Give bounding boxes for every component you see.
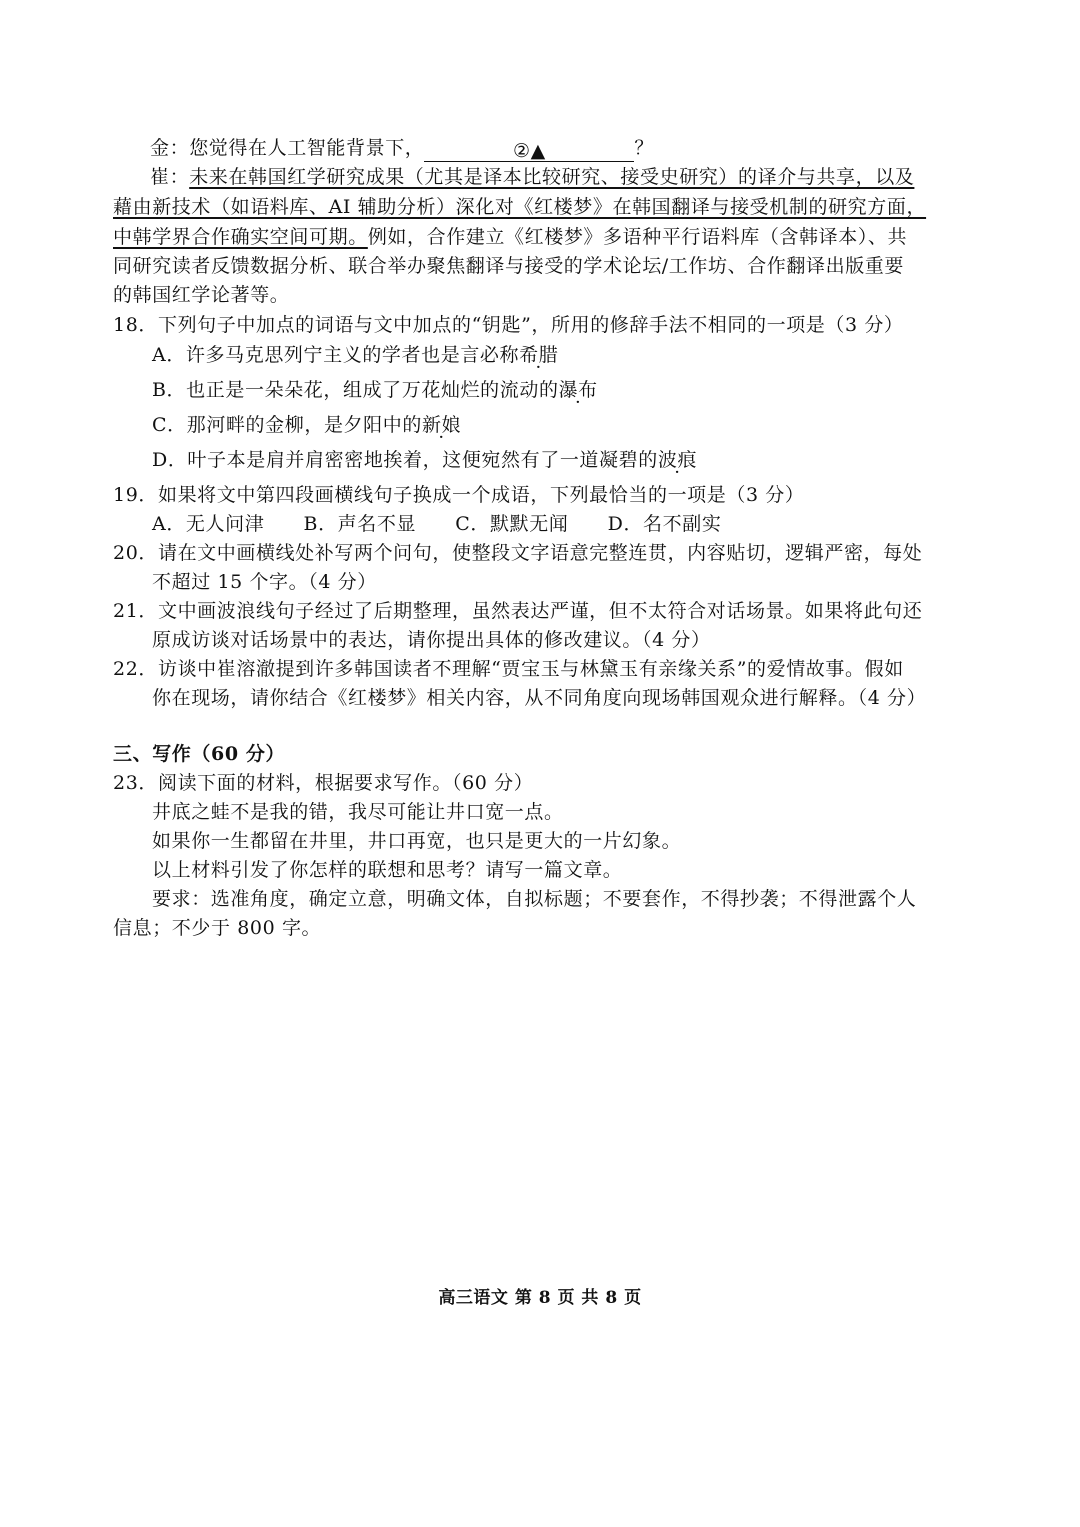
q18-stem: 18．下列句子中加点的词语与文中加点的“钥匙”，所用的修辞手法不相同的一项是（3 分）: [113, 314, 904, 336]
q22-line-2: 你在现场，请你结合《红楼梦》相关内容，从不同角度向现场韩国观众进行解释。（4 分）: [152, 687, 927, 709]
q22-line-1: 22．访谈中崔溶澈提到许多韩国读者不理解“贾宝玉与林黛玉有亲缘关系”的爱情故事。假如: [113, 658, 904, 680]
q19-stem: 19．如果将文中第四段画横线句子换成一个成语，下列最恰当的一项是（3 分）: [113, 484, 805, 506]
q20-line-2: 不超过 15 个字。（4 分）: [152, 571, 377, 593]
q18-option-a-text: A．许多马克思列宁主义的学者也是言必称: [152, 344, 520, 366]
q20-line-1: 20．请在文中画横线处补写两个问句，使整段文字语意完整连贯，内容贴切，逻辑严密，每处: [113, 542, 923, 564]
q18-option-a-dotted-word: 希腊: [519, 344, 559, 366]
answer-blank-2: [424, 137, 634, 162]
cui-answer-text-3: 例如，合作建立《红楼梦》多语种平行语料库（含韩译本）、共: [367, 226, 908, 248]
page-footer: 高三语文 第 8 页 共 8 页: [438, 1288, 642, 1308]
underlined-sentence-part-2: 藉由新技术（如语料库、AI 辅助分析）深化对《红楼梦》在韩国翻译与接受机制的研究方面，: [113, 196, 927, 218]
cui-answer-line-4: 同研究读者反馈数据分析、联合举办聚焦翻译与接受的学术论坛/工作坊、合作翻译出版重要: [113, 255, 905, 277]
q18-option-c-text: C．那河畔的金柳，是夕阳中的: [152, 414, 422, 436]
jin-question-line: [150, 134, 654, 162]
writing-section-title: 三、写作（60 分）: [113, 743, 286, 765]
speaker-jin: 金：: [150, 137, 190, 159]
jin-question-text: 您觉得在人工智能背景下，: [189, 137, 425, 159]
q18-option-c-dotted-word: 新娘: [421, 414, 462, 436]
q23-prompt: 以上材料引发了你怎样的联想和思考？请写一篇文章。: [152, 859, 623, 881]
q21-line-2: 原成访谈对话场景中的表达，请你提出具体的修改建议。（4 分）: [152, 629, 711, 651]
blank-marker: ②▲: [512, 140, 546, 162]
cui-answer-line-1: [150, 163, 914, 191]
q23-requirements-line-2: 信息；不少于 800 字。: [113, 917, 322, 939]
q23-requirements-line-1: 要求：选准角度，确定立意，明确文体，自拟标题；不要套作，不得抄袭；不得泄露个人: [152, 888, 917, 910]
q23-stem: 23．阅读下面的材料，根据要求写作。（60 分）: [113, 772, 534, 794]
q18-option-d: [152, 446, 697, 474]
q21-line-1: 21．文中画波浪线句子经过了后期整理，虽然表达严谨，但不太符合对话场景。如果将此句还: [113, 600, 923, 622]
q18-option-b-dotted-word: 瀑布: [558, 379, 598, 401]
q23-material-2: 如果你一生都留在井里，井口再宽，也只是更大的一片幻象。: [152, 830, 682, 852]
q19-options: A．无人问津 B．声名不显 C．默默无闻 D．名不副实: [152, 513, 722, 535]
q18-option-b: [152, 376, 598, 404]
cui-answer-line-2: [113, 193, 926, 221]
q18-option-a: [152, 341, 558, 369]
q23-material-1: 井底之蛙不是我的错，我尽可能让井口宽一点。: [152, 801, 564, 823]
cui-answer-line-3: [113, 223, 907, 251]
q18-option-d-dotted-word: 波痕: [657, 449, 698, 471]
q18-option-c: [152, 411, 461, 439]
q18-option-d-text: D．叶子本是肩并肩密密地挨着，这便宛然有了一道凝碧的: [152, 449, 658, 471]
question-mark: ？: [634, 137, 655, 159]
q18-option-b-text: B．也正是一朵朵花，组成了万花灿烂的流动的: [152, 379, 559, 401]
speaker-cui: 崔：: [150, 166, 190, 188]
cui-answer-line-5: 的韩国红学论著等。: [113, 284, 290, 306]
underlined-sentence-part-3: 中韩学界合作确实空间可期。: [113, 226, 368, 248]
underlined-sentence-part-1: 未来在韩国红学研究成果（尤其是译本比较研究、接受史研究）的译介与共享，以及: [189, 166, 915, 188]
